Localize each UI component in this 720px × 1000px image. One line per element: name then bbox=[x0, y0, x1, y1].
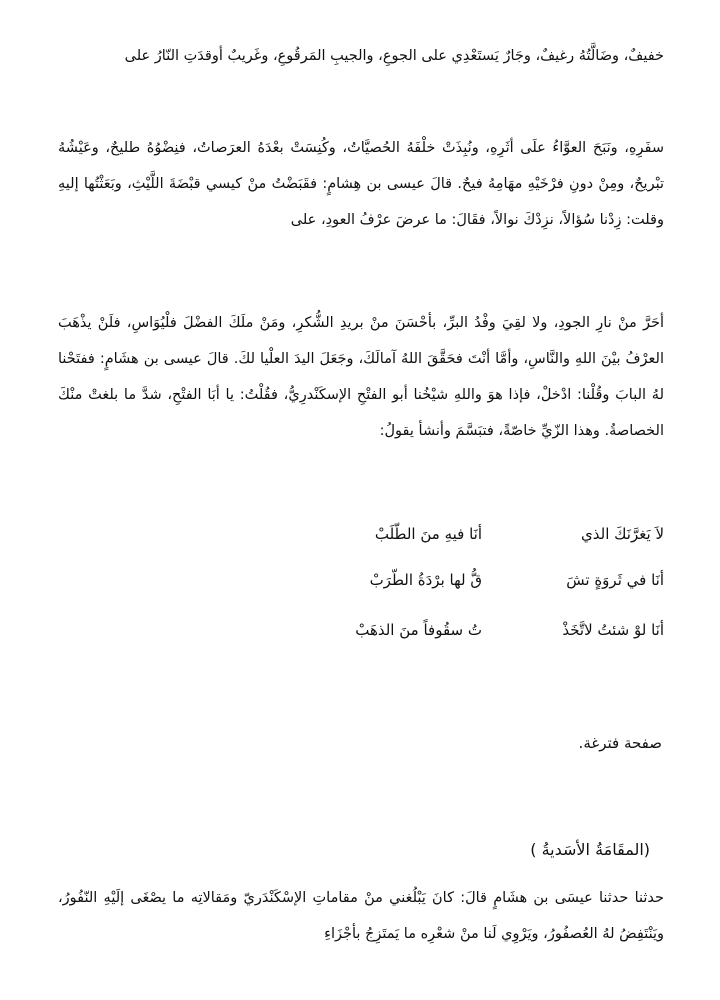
body-paragraph: حدثنا حدثنا عيسَى بن هشَامٍ قالَ: كانَ يَبْلُغني منْ مقاماتِ الإسْكَنْدَريّ ومَقالاتِه ما يصْغَى إلَيْهِ النّفُورُ، ويَنْتَفِضُ لهُ العُصفُورُ، ويَرْوِي لَنا منْ شعْرِه ما يَمتَزِجُ بأجْزَاءِ bbox=[58, 890, 664, 942]
verse-first-hemistich: لاَ يَغرَّنَكَ الذي bbox=[581, 525, 664, 543]
body-paragraph: سفَرِهِ، ونَبَحَ العوَّاءُ علَى أثَرِهِ، ونُبِذَتْ خلْفَهُ الحُصيَّاتُ، وكُنِسَتْ بعْدَهُ العرَصاتُ، فنِضْوُهُ طليحٌ، وعَيْشُهُ تبْريحٌ، ومِنْ دونِ فرْخَيْهِ مهَامِهُ فيحٌ. قالَ عيسى بن هِشامٍ: فقَبَضْتُ منْ كيسي قبْضَةَ اللَّيْثِ، وبَعَثْتُها إليهِ وقلت: زِدْنا سُؤالاً، نزِدْكَ نوالاً، فقَالَ: ما عرضَ عرْفُ العودِ، على bbox=[58, 140, 664, 228]
verse-second-hemistich: تُ سقُوفاً منَ الذهَبْ bbox=[355, 621, 482, 639]
poem-verse bbox=[300, 562, 664, 598]
verse-second-hemistich: قُّ لها برْدَةُ الطّرَبْ bbox=[369, 571, 482, 589]
poem-verse bbox=[300, 612, 664, 648]
body-paragraph: أحَرَّ منْ نارِ الجودِ، ولا لقِيَ وفْدُ البرِّ، بأحْسَنَ منْ بريدِ الشُّكرِ، ومَنْ ملَكَ الفضْلَ فلْيُوَاسِ، فلَنْ يذْهَبَ العرْفُ بيْنَ اللهِ والنَّاسِ، وأمَّا أنْتَ فحَقَّقَ اللهُ آمالَكَ، وجَعَلَ اليدَ العلْيا لكَ. قالَ عيسى بن هشَامٍ: ففتَحْنا لهُ البابَ وقُلْنا: ادْخلْ، فإذا هوَ واللهِ شيْخُنا أبو الفتْحِ الإسكَنْدرِيُّ، فقُلْتُ: يا أبَا الفتْحِ، شدَّ ما بلغتْ منْكَ الخصاصةُ. وهذا الزّيِّ خاصّةً، فتبَسَّمَ وأنشأ يقولُ: bbox=[58, 315, 664, 439]
verse-first-hemistich: أنَا لوْ شئتُ لاتَّخَذْ bbox=[562, 621, 664, 639]
verse-second-hemistich: أنَا فيهِ منَ الطّلَبْ bbox=[374, 525, 482, 543]
body-paragraph: خفيفٌ، وضَالَّتُهُ رغيفٌ، وجَارٌ يَستَعْدِي على الجوعِ، والجيبِ المَرقُوعِ، وغَريبٌ أوقدَتِ النّارُ على bbox=[124, 48, 664, 64]
section-heading: (المقَامَةُ الأسَديةُ ) bbox=[530, 840, 650, 859]
poem-verse bbox=[300, 516, 664, 552]
verse-first-hemistich: أنَا في ثَروَةٍ تشَ bbox=[566, 571, 664, 589]
page-note: صفحة فترغة. bbox=[578, 734, 662, 752]
